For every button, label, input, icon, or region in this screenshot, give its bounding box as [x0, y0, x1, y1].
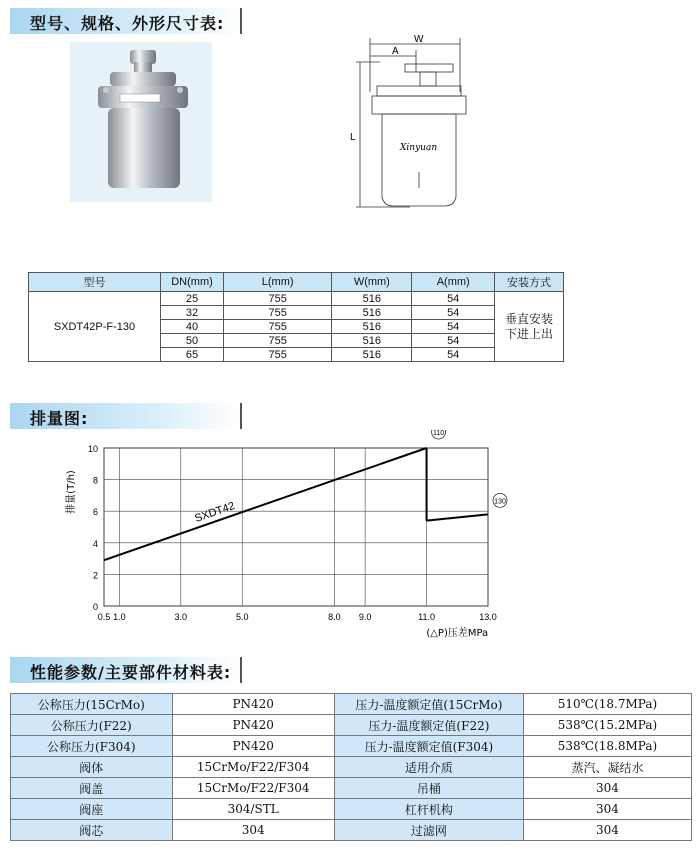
param-label: 吊桶: [334, 778, 523, 799]
cell-a: 54: [412, 292, 495, 306]
cell-l: 755: [224, 348, 332, 362]
dim-w: W: [414, 34, 424, 45]
table-row: [11, 694, 692, 715]
table-row: [11, 757, 692, 778]
param-value: 538℃(15.2MPa): [523, 715, 691, 736]
param-label: 阀芯: [11, 820, 173, 841]
table-row: [11, 715, 692, 736]
cell-w: 516: [332, 334, 412, 348]
header-install: 安装方式: [495, 273, 564, 292]
header-dn: DN(mm): [160, 273, 223, 292]
cell-dn: 32: [160, 306, 223, 320]
cell-l: 755: [224, 334, 332, 348]
cell-w: 516: [332, 320, 412, 334]
param-value: 15CrMo/F22/F304: [172, 757, 334, 778]
section-title: 排量图:: [30, 409, 89, 428]
x-tick-label: 8.0: [328, 612, 341, 622]
param-value: 304: [523, 799, 691, 820]
y-tick-label: 2: [92, 570, 98, 581]
marker-label: 130: [494, 498, 506, 506]
header-a: A(mm): [412, 273, 495, 292]
param-label: 压力-温度额定值(15CrMo): [334, 694, 523, 715]
x-tick-label: 0.5: [97, 612, 111, 622]
param-label: 阀盖: [11, 778, 173, 799]
marker-label: 110: [432, 430, 445, 437]
product-photo: [70, 42, 212, 202]
param-label: 适用介质: [334, 757, 523, 778]
section-title: 型号、规格、外形尺寸表:: [30, 14, 225, 33]
param-value: PN420: [172, 736, 334, 757]
header-l: L(mm): [224, 273, 332, 292]
x-axis-label: (△P)压差MPa: [426, 628, 489, 639]
performance-table: [10, 693, 692, 841]
cell-a: 54: [412, 348, 495, 362]
x-tick-label: 1.0: [113, 612, 126, 622]
series-line: [104, 448, 427, 560]
table-row: [11, 736, 692, 757]
cell-dn: 25: [160, 292, 223, 306]
install-line-1: 垂直安装: [504, 311, 553, 326]
install-cell: [495, 292, 564, 362]
header-divider: [240, 403, 242, 429]
spec-table-header: [29, 273, 564, 292]
param-value: 304: [172, 820, 334, 841]
header-model: 型号: [29, 273, 161, 292]
plot-frame: [104, 448, 488, 606]
x-tick-label: 11.0: [418, 612, 435, 622]
table-row: [29, 292, 564, 306]
param-value: 304: [523, 778, 691, 799]
cell-w: 516: [332, 306, 412, 320]
y-tick-label: 0: [92, 602, 98, 612]
param-label: 公称压力(F304): [11, 736, 173, 757]
dim-l: L: [350, 132, 356, 143]
param-value: 510℃(18.7MPa): [523, 694, 691, 715]
x-tick-label: 3.0: [174, 612, 188, 622]
param-value: PN420: [172, 715, 334, 736]
param-label: 杠杆机构: [334, 799, 523, 820]
cell-w: 516: [332, 348, 412, 362]
install-line-2: 下进上出: [504, 326, 553, 341]
section-title: 性能参数/主要部件材料表:: [30, 663, 232, 682]
param-label: 过滤网: [334, 820, 523, 841]
cell-l: 755: [224, 292, 332, 306]
cell-l: 755: [224, 306, 332, 320]
dim-a: A: [392, 46, 399, 57]
table-row: [11, 820, 692, 841]
param-value: 304/STL: [172, 799, 334, 820]
brand-logo: Xinyuan: [400, 143, 438, 153]
cell-l: 755: [224, 320, 332, 334]
cell-dn: 40: [160, 320, 223, 334]
model-cell: SXDT42P-F-130: [29, 292, 161, 362]
cell-a: 54: [412, 334, 495, 348]
param-label: 阀座: [11, 799, 173, 820]
param-label: 公称压力(15CrMo): [11, 694, 173, 715]
cell-w: 516: [332, 292, 412, 306]
param-label: 压力-温度额定值(F304): [334, 736, 523, 757]
cell-a: 54: [412, 306, 495, 320]
x-tick-label: 13.0: [479, 612, 497, 622]
y-tick-label: 10: [87, 444, 98, 454]
cell-dn: 50: [160, 334, 223, 348]
section-header-chart: [10, 403, 240, 429]
y-axis-label: 排量(T/h): [66, 470, 77, 514]
param-label: 压力-温度额定值(F22): [334, 715, 523, 736]
x-tick-label: 9.0: [358, 612, 372, 622]
header-w: W(mm): [332, 273, 412, 292]
y-tick-label: 4: [92, 538, 98, 549]
dimension-drawing: [350, 32, 480, 217]
cell-dn: 65: [160, 348, 223, 362]
series-label: SXDT42: [193, 499, 237, 525]
table-row: [11, 799, 692, 820]
param-label: 公称压力(F22): [11, 715, 173, 736]
section-header-materials: [10, 657, 240, 683]
x-tick-label: 5.0: [235, 612, 249, 622]
capacity-chart: [60, 430, 530, 640]
param-value: 15CrMo/F22/F304: [172, 778, 334, 799]
spec-table: [28, 272, 564, 362]
param-value: 304: [523, 820, 691, 841]
header-divider: [240, 657, 242, 683]
cell-a: 54: [412, 320, 495, 334]
param-label: 阀体: [11, 757, 173, 778]
header-divider: [240, 8, 242, 34]
param-value: PN420: [172, 694, 334, 715]
param-value: 蒸汽、凝结水: [523, 757, 691, 778]
table-row: [11, 778, 692, 799]
section-header-dimensions: [10, 8, 240, 34]
y-tick-label: 6: [92, 507, 98, 518]
series-line: [427, 514, 488, 520]
param-value: 538℃(18.8MPa): [523, 736, 691, 757]
y-tick-label: 8: [92, 475, 98, 486]
